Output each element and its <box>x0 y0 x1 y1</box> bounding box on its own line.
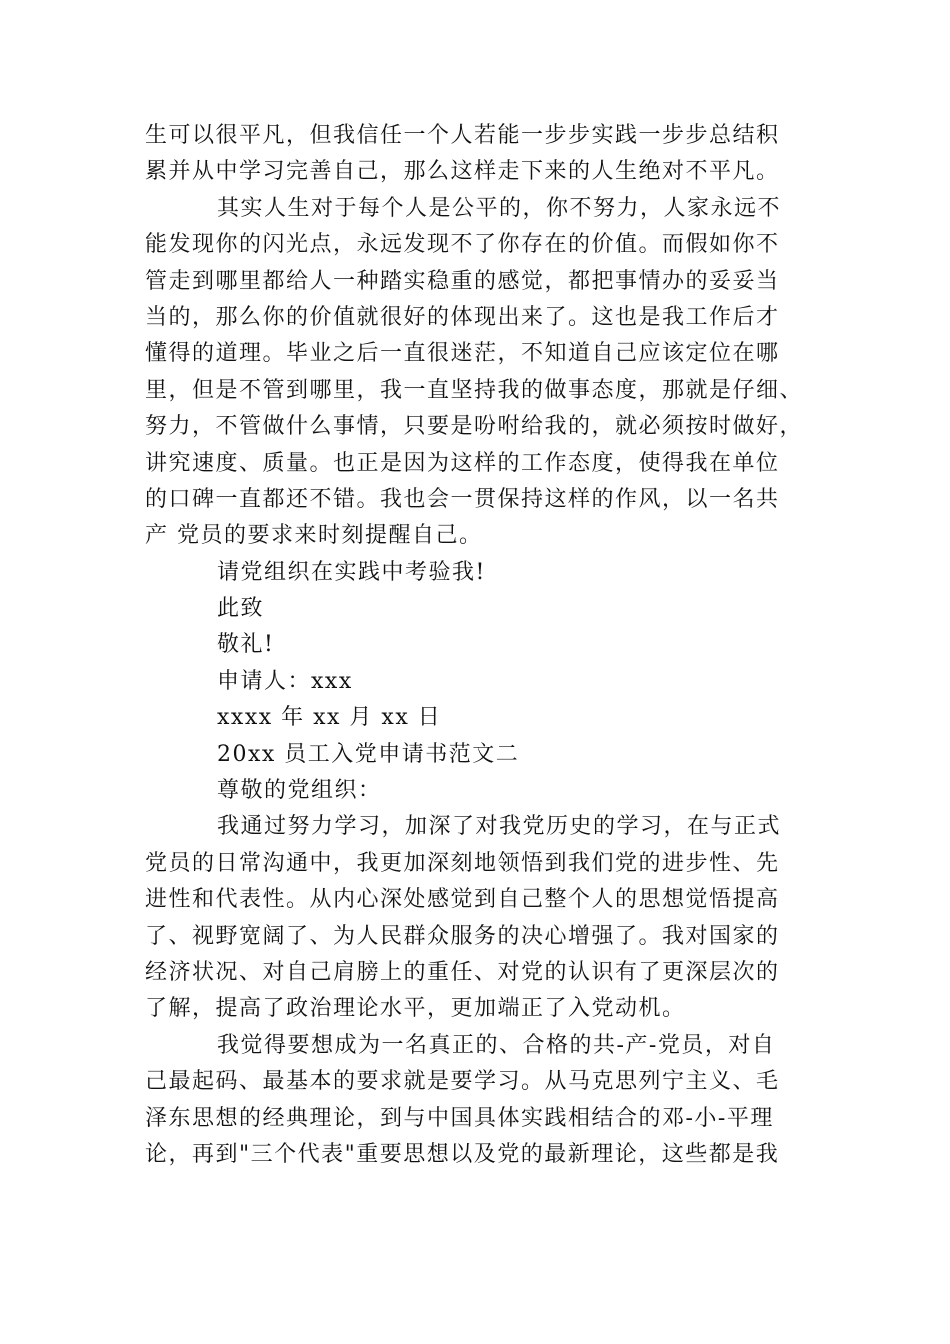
text-line: 了、视野宽阔了、为人民群众服务的决心增强了。我对国家的 <box>145 923 780 949</box>
document-body <box>145 118 805 1173</box>
date-line: xxxx 年 xx 月 xx 日 <box>217 705 442 731</box>
text-line: 能发现你的闪光点，永远发现不了你存在的价值。而假如你不 <box>145 232 780 258</box>
text-line: 我通过努力学习，加深了对我党历史的学习，在与正式 <box>217 814 782 840</box>
text-line: 此致 <box>217 596 265 622</box>
applicant-line: 申请人：xxx <box>217 668 353 694</box>
text-line: 累并从中学习完善自己，那么这样走下来的人生绝对不平凡。 <box>145 159 780 185</box>
text-line: 管走到哪里都给人一种踏实稳重的感觉，都把事情办的妥妥当 <box>145 268 780 294</box>
text-line: 的口碑一直都还不错。我也会一贯保持这样的作风，以一名共 <box>145 486 780 512</box>
text-line: 泽东思想的经典理论，到与中国具体实践相结合的邓-小-平理 <box>145 1105 774 1131</box>
text-line: 了解，提高了政治理论水平，更加端正了入党动机。 <box>145 996 686 1022</box>
text-line: 己最起码、最基本的要求就是要学习。从马克思列宁主义、毛 <box>145 1069 780 1095</box>
text-line: 努力，不管做什么事情，只要是吩咐给我的，就必须按时做好， <box>145 414 804 440</box>
text-line: 敬礼! <box>217 632 275 658</box>
text-line: 我觉得要想成为一名真正的、合格的共-产-党员，对自 <box>217 1032 776 1058</box>
text-line: 生可以很平凡，但我信任一个人若能一步步实践一步步总结积 <box>145 123 780 148</box>
text-line: 进性和代表性。从内心深处感觉到自己整个人的思想觉悟提高 <box>145 887 780 913</box>
text-line: 懂得的道理。毕业之后一直很迷茫，不知道自己应该定位在哪 <box>145 341 780 367</box>
section-title: 20xx 员工入党申请书范文二 <box>217 741 520 767</box>
salutation: 尊敬的党组织： <box>217 778 382 804</box>
text-line: 经济状况、对自己肩膀上的重任、对党的认识有了更深层次的 <box>145 959 780 985</box>
text-line: 其实人生对于每个人是公平的，你不努力，人家永远不 <box>217 195 782 221</box>
text-line: 请党组织在实践中考验我! <box>217 559 486 585</box>
text-line: 当的，那么你的价值就很好的体现出来了。这也是我工作后才 <box>145 304 780 330</box>
text-line: 里，但是不管到哪里，我一直坚持我的做事态度，那就是仔细、 <box>145 377 804 403</box>
text-line: 讲究速度、质量。也正是因为这样的工作态度，使得我在单位 <box>145 450 780 476</box>
text-line: 论，再到"三个代表"重要思想以及党的最新理论，这些都是我 <box>145 1141 780 1167</box>
text-line: 产 党员的要求来时刻提醒自己。 <box>145 523 483 549</box>
text-line: 党员的日常沟通中，我更加深刻地领悟到我们党的进步性、先 <box>145 850 780 876</box>
